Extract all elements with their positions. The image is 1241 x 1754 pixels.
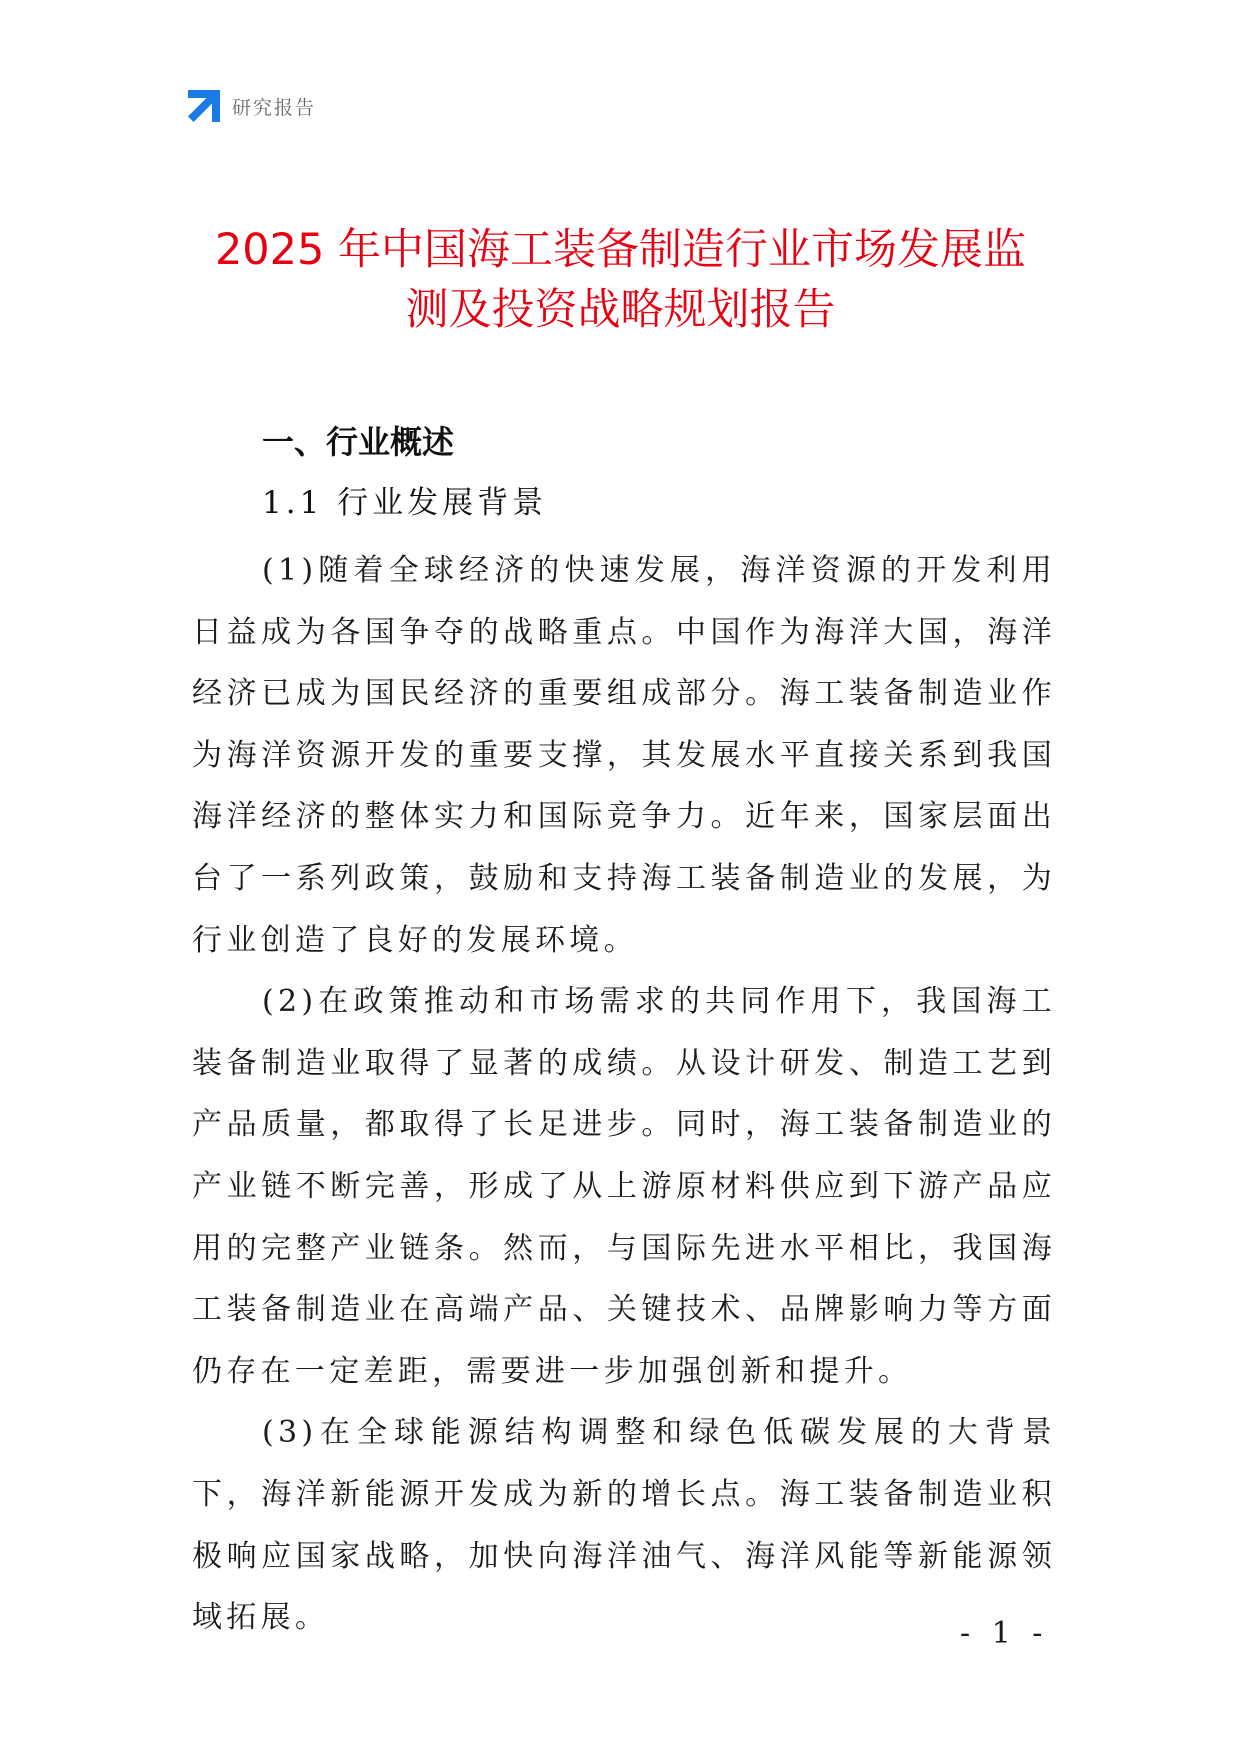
report-title-line-2: 测及投资战略规划报告 (405, 285, 836, 335)
subsection-heading: 1.1 行业发展背景 (262, 485, 548, 521)
paragraph-1: (1)随着全球经济的快速发展，海洋资源的开发利用日益成为各国争夺的战略重点。中国作为海洋大国，海洋经济已成为国民经济的重要组成部分。海工装备制造业作为海洋资源开发的重要支撑，其发展水平直接关系到我国海洋经济的整体实力和国际竞争力。近年来，国家层面出台了一系列政策，鼓励和支持海工装备制造业的发展，为行业创造了良好的发展环境。 (192, 553, 1056, 958)
paragraph-2: (2)在政策推动和市场需求的共同作用下，我国海工装备制造业取得了显著的成绩。从设计研发、制造工艺到产品质量，都取得了长足进步。同时，海工装备制造业的产业链不断完善，形成了从上游原材料供应到下游产品应用的完整产业链条。然而，与国际先进水平相比，我国海工装备制造业在高端产品、关键技术、品牌影响力等方面仍存在一定差距，需要进一步加强创新和提升。 (192, 984, 1056, 1389)
header-label: 研究报告 (232, 96, 317, 119)
arrow-logo-icon (188, 90, 220, 122)
report-title-line-1: 2025 年中国海工装备制造行业市场发展监 (214, 225, 1027, 275)
report-header (188, 88, 316, 124)
body-text (192, 540, 1056, 1649)
report-title (180, 220, 1061, 340)
section-heading: 一、行业概述 (262, 423, 455, 461)
paragraph-3: (3)在全球能源结构调整和绿色低碳发展的大背景下，海洋新能源开发成为新的增长点。海工装备制造业积极响应国家战略，加快向海洋油气、海洋风能等新能源领域拓展。 (192, 1415, 1056, 1636)
page-number: - 1 - (960, 1616, 1049, 1651)
